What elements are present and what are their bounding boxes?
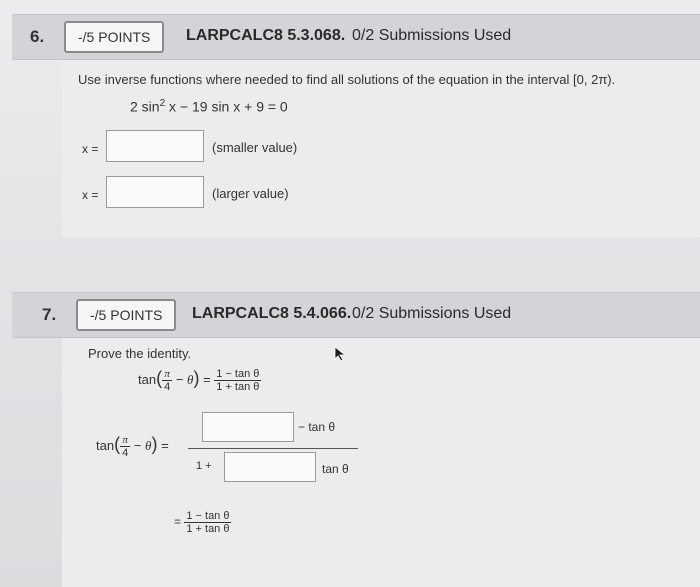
theta-symbol: θ — [187, 372, 194, 387]
pi-over-4 — [162, 368, 172, 393]
equation-part: 2 sin — [130, 98, 160, 115]
final-denominator: 1 + tan θ — [186, 523, 230, 535]
answer-label: x = — [82, 188, 99, 202]
identity-rhs — [214, 368, 261, 393]
answer-hint: (smaller value) — [212, 140, 298, 155]
answer-hint: (larger value) — [212, 186, 289, 201]
equals-sign: = — [174, 514, 182, 529]
equation — [130, 98, 288, 115]
denominator-prefix: 1 + — [196, 460, 212, 472]
final-numerator: 1 − tan θ — [186, 510, 230, 522]
points-badge[interactable]: -/5 POINTS — [76, 299, 176, 331]
step-lhs: tan( $\frac{\pi}{4}$ − θ) = — [96, 434, 169, 460]
pi-symbol: π — [162, 368, 172, 381]
question-6-header — [12, 14, 700, 60]
question-6-body — [62, 62, 700, 237]
pi-symbol: π — [120, 434, 130, 447]
question-7-header — [12, 292, 700, 338]
minus-sign: − — [133, 438, 142, 453]
four: 4 — [122, 447, 129, 460]
theta-symbol: θ — [145, 438, 152, 453]
equation-exponent: 2 — [159, 98, 166, 109]
pi-over-4 — [120, 434, 130, 459]
final-fraction — [184, 510, 231, 535]
rhs-denominator: 1 + tan θ — [216, 381, 260, 394]
mouse-pointer-icon — [334, 346, 348, 362]
question-id: LARPCALC8 5.4.066. — [192, 305, 352, 322]
final-step — [174, 510, 231, 535]
answer-input-smaller[interactable] — [106, 130, 204, 162]
numerator-suffix: − tan θ — [298, 420, 336, 434]
denominator-suffix: tan θ — [322, 462, 349, 476]
question-id: LARPCALC8 5.3.068. — [186, 27, 346, 44]
denominator-input[interactable] — [224, 452, 316, 482]
rhs-numerator: 1 − tan θ — [216, 368, 260, 381]
instruction-text: Prove the identity. — [88, 346, 192, 361]
submissions-used: 0/2 Submissions Used — [352, 27, 512, 44]
tan-function: tan — [138, 372, 157, 387]
equation-part: x − 19 sin x + 9 = 0 — [165, 98, 288, 115]
tan-function: tan — [96, 438, 115, 453]
points-badge[interactable]: -/5 POINTS — [64, 21, 164, 53]
four: 4 — [164, 381, 171, 394]
fraction-bar — [188, 448, 358, 449]
question-number: 7. — [42, 305, 57, 324]
numerator-input[interactable] — [202, 412, 294, 442]
answer-input-larger[interactable] — [106, 176, 204, 208]
equals-sign: = — [203, 372, 211, 387]
question-7-body — [62, 338, 700, 587]
minus-sign: − — [175, 372, 184, 387]
answer-label: x = — [82, 142, 99, 156]
equals-sign: = — [161, 438, 169, 453]
identity-equation: tan( $\frac{\pi}{4}$ − θ) = $\frac{\text{1 − tan θ}}{\text{1 + tan θ}}$ — [138, 368, 260, 394]
instruction-text: Use inverse functions where needed to find all solutions of the equation in the interval [0, 2π). — [78, 72, 616, 87]
submissions-used: 0/2 Submissions Used — [352, 305, 512, 322]
question-number: 6. — [30, 27, 45, 46]
